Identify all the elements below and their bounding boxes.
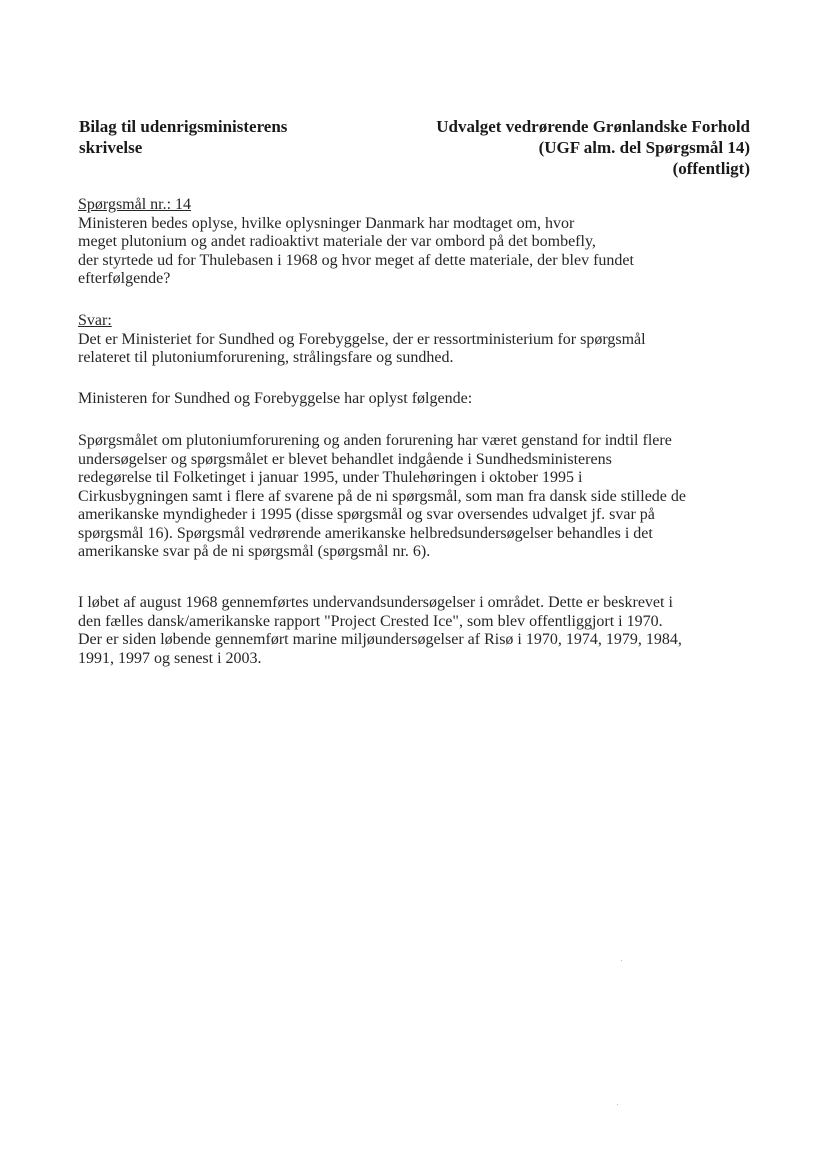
paragraph-line: redegørelse til Folketinget i januar 1995, under Thulehøringen i oktober 1995 i [78,469,583,486]
paragraph-line: den fælles dansk/amerikanske rapport "Project Crested Ice", som blev offentliggjort i 1970. [78,612,663,630]
paragraph-line: undersøgelser og spørgsmålet er blevet behandlet indgående i Sundhedsministerens [78,450,612,468]
attachment-header-line-2: skrivelse [79,138,143,157]
paragraph-line: spørgsmål 16). Spørgsmål vedrørende amerikanske helbredsundersøgelser behandles i det [78,524,653,542]
committee-header-line-3: (offentligt) [672,159,750,178]
minister-statement [78,390,758,409]
paragraph-plutonium [78,432,758,562]
scan-speck [617,1104,618,1105]
question-line: Ministeren bedes oplyse, hvilke oplysninger Danmark har modtaget om, hvor [78,214,575,232]
paragraph-line: amerikanske myndigheder i 1995 (disse spørgsmål og svar oversendes udvalget jf. svar på [78,506,655,523]
scan-speck [621,960,622,961]
question-line: meget plutonium og andet radioaktivt materiale der var ombord på det bombefly, [78,233,596,250]
paragraph-line: Spørgsmålet om plutoniumforurening og anden forurening har været genstand for indtil flere [78,432,672,449]
attachment-header-line-1: Bilag til udenrigsministerens [79,117,288,136]
question-section [78,196,758,289]
paragraph-line: Der er siden løbende gennemført marine miljøundersøgelser af Risø i 1970, 1974, 1979, 1984, [78,631,682,648]
committee-header-line-1: Udvalget vedrørende Grønlandske Forhold [436,117,750,136]
paragraph-line: amerikanske svar på de ni spørgsmål (spørgsmål nr. 6). [78,543,431,560]
attachment-header [79,116,379,158]
answer-line: relateret til plutoniumforurening, strålingsfare og sundhed. [78,349,454,366]
question-line: efterfølgende? [78,270,171,287]
paragraph-line: 1991, 1997 og senest i 2003. [78,649,262,667]
committee-header [350,116,750,179]
paragraph-line: Cirkusbygningen samt i flere af svarene på de ni spørgsmål, som man fra dansk side stillede de [78,487,686,505]
question-line: der styrtede ud for Thulebasen i 1968 og hvor meget af dette materiale, der blev fundet [78,251,634,269]
question-heading: Spørgsmål nr.: 14 [78,196,192,213]
paragraph-investigations [78,594,758,668]
paragraph-line: I løbet af august 1968 gennemførtes undervandsundersøgelser i området. Dette er beskrevet i [78,594,673,611]
answer-heading: Svar: [78,312,112,329]
committee-header-line-2: (UGF alm. del Spørgsmål 14) [538,138,750,157]
minister-statement-line: Ministeren for Sundhed og Forebyggelse har oplyst følgende: [78,390,473,407]
answer-line: Det er Ministeriet for Sundhed og Forebyggelse, der er ressortministerium for spørgsmål [78,330,646,348]
answer-section [78,312,758,368]
